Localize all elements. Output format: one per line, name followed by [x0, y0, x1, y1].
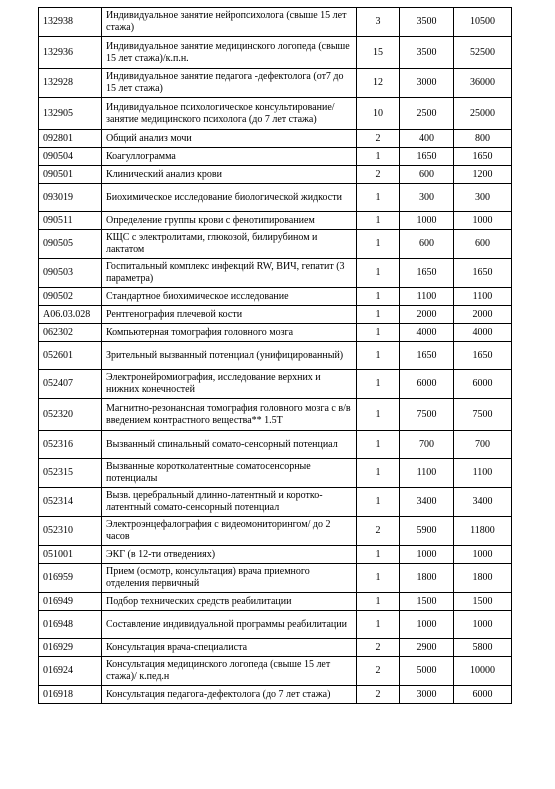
- quantity-cell: 2: [357, 166, 400, 184]
- service-code-cell: 052314: [39, 488, 102, 517]
- service-code-cell: 090503: [39, 259, 102, 288]
- quantity-cell: 2: [357, 639, 400, 657]
- service-name-cell: Зрительный вызванный потенциал (унифицированный): [102, 342, 357, 370]
- table-row: [39, 593, 512, 611]
- unit-price-cell: 3000: [400, 686, 454, 704]
- service-name-cell: Вызв. церебральный длинно-латентный и коротко-латентный сомато-сенсорный потенциал: [102, 488, 357, 517]
- table-row: [39, 230, 512, 259]
- quantity-cell: 1: [357, 184, 400, 212]
- table-row: [39, 611, 512, 639]
- quantity-cell: 10: [357, 98, 400, 130]
- service-code-cell: 052316: [39, 431, 102, 459]
- total-cost-cell: 11800: [454, 517, 512, 546]
- table-row: [39, 324, 512, 342]
- quantity-cell: 1: [357, 212, 400, 230]
- total-cost-cell: 1100: [454, 288, 512, 306]
- unit-price-cell: 2500: [400, 98, 454, 130]
- table-row: [39, 288, 512, 306]
- table-row: [39, 431, 512, 459]
- unit-price-cell: 1500: [400, 593, 454, 611]
- total-cost-cell: 1650: [454, 259, 512, 288]
- quantity-cell: 1: [357, 546, 400, 564]
- table-row: [39, 37, 512, 69]
- quantity-cell: 1: [357, 306, 400, 324]
- service-code-cell: 090502: [39, 288, 102, 306]
- service-name-cell: Электроэнцефалография с видеомониторингом/ до 2 часов: [102, 517, 357, 546]
- total-cost-cell: 6000: [454, 686, 512, 704]
- service-code-cell: 016929: [39, 639, 102, 657]
- total-cost-cell: 1650: [454, 342, 512, 370]
- service-name-cell: Стандартное биохимическое исследование: [102, 288, 357, 306]
- unit-price-cell: 2900: [400, 639, 454, 657]
- service-name-cell: ЭКГ (в 12-ти отведениях): [102, 546, 357, 564]
- total-cost-cell: 300: [454, 184, 512, 212]
- quantity-cell: 1: [357, 148, 400, 166]
- service-name-cell: Коагуллограмма: [102, 148, 357, 166]
- unit-price-cell: 4000: [400, 324, 454, 342]
- service-code-cell: 090504: [39, 148, 102, 166]
- service-name-cell: Рентгенография плечевой кости: [102, 306, 357, 324]
- unit-price-cell: 1800: [400, 564, 454, 593]
- quantity-cell: 1: [357, 564, 400, 593]
- total-cost-cell: 52500: [454, 37, 512, 69]
- service-code-cell: 132936: [39, 37, 102, 69]
- total-cost-cell: 1000: [454, 611, 512, 639]
- unit-price-cell: 6000: [400, 370, 454, 399]
- table-row: [39, 639, 512, 657]
- total-cost-cell: 800: [454, 130, 512, 148]
- table-row: [39, 370, 512, 399]
- table-row: [39, 166, 512, 184]
- service-code-cell: 052310: [39, 517, 102, 546]
- service-name-cell: Индивидуальное занятие нейропсихолога (свыше 15 лет стажа): [102, 8, 357, 37]
- service-code-cell: 132905: [39, 98, 102, 130]
- service-code-cell: 016918: [39, 686, 102, 704]
- table-row: [39, 69, 512, 98]
- service-name-cell: Прием (осмотр, консультация) врача приемного отделения первичный: [102, 564, 357, 593]
- unit-price-cell: 1000: [400, 212, 454, 230]
- service-code-cell: 062302: [39, 324, 102, 342]
- unit-price-cell: 1650: [400, 342, 454, 370]
- total-cost-cell: 10500: [454, 8, 512, 37]
- quantity-cell: 2: [357, 517, 400, 546]
- service-code-cell: 016948: [39, 611, 102, 639]
- unit-price-cell: 1100: [400, 288, 454, 306]
- total-cost-cell: 5800: [454, 639, 512, 657]
- quantity-cell: 1: [357, 611, 400, 639]
- table-row: [39, 130, 512, 148]
- unit-price-cell: 300: [400, 184, 454, 212]
- table-row: [39, 459, 512, 488]
- service-name-cell: Подбор технических средств реабилитации: [102, 593, 357, 611]
- service-code-cell: 016924: [39, 657, 102, 686]
- service-code-cell: 052601: [39, 342, 102, 370]
- unit-price-cell: 3400: [400, 488, 454, 517]
- service-code-cell: 052320: [39, 399, 102, 431]
- service-code-cell: 016949: [39, 593, 102, 611]
- total-cost-cell: 25000: [454, 98, 512, 130]
- quantity-cell: 1: [357, 593, 400, 611]
- unit-price-cell: 5000: [400, 657, 454, 686]
- service-name-cell: Магнитно-резонансная томография головного мозга с в/в введением контрастного вещества** 1.5T: [102, 399, 357, 431]
- total-cost-cell: 600: [454, 230, 512, 259]
- quantity-cell: 1: [357, 399, 400, 431]
- service-code-cell: 132928: [39, 69, 102, 98]
- table-row: [39, 686, 512, 704]
- unit-price-cell: 3000: [400, 69, 454, 98]
- service-name-cell: Биохимическое исследование биологической жидкости: [102, 184, 357, 212]
- table-row: [39, 657, 512, 686]
- service-name-cell: Индивидуальное психологическое консультирование/ занятие медицинского психолога (до 7 лет стажа): [102, 98, 357, 130]
- total-cost-cell: 1000: [454, 212, 512, 230]
- quantity-cell: 12: [357, 69, 400, 98]
- total-cost-cell: 1500: [454, 593, 512, 611]
- total-cost-cell: 1200: [454, 166, 512, 184]
- service-name-cell: Вызванные коротколатентные соматосенсорные потенциалы: [102, 459, 357, 488]
- quantity-cell: 1: [357, 370, 400, 399]
- total-cost-cell: 36000: [454, 69, 512, 98]
- table-row: [39, 546, 512, 564]
- service-code-cell: 090501: [39, 166, 102, 184]
- service-code-cell: 090511: [39, 212, 102, 230]
- service-code-cell: A06.03.028: [39, 306, 102, 324]
- quantity-cell: 1: [357, 259, 400, 288]
- unit-price-cell: 1000: [400, 546, 454, 564]
- table-row: [39, 259, 512, 288]
- service-name-cell: Вызванный спинальный сомато-сенсорный потенциал: [102, 431, 357, 459]
- service-name-cell: Консультация педагога-дефектолога (до 7 лет стажа): [102, 686, 357, 704]
- service-name-cell: Составление индивидуальной программы реабилитации: [102, 611, 357, 639]
- quantity-cell: 15: [357, 37, 400, 69]
- service-name-cell: Консультация медицинского логопеда (свыше 15 лет стажа)/ к.пед.н: [102, 657, 357, 686]
- table-row: [39, 306, 512, 324]
- unit-price-cell: 1650: [400, 259, 454, 288]
- total-cost-cell: 10000: [454, 657, 512, 686]
- service-name-cell: Индивидуальное занятие педагога -дефектолога (от7 до 15 лет стажа): [102, 69, 357, 98]
- service-name-cell: Госпитальный комплекс инфекций RW, ВИЧ, гепатит (3 параметра): [102, 259, 357, 288]
- unit-price-cell: 3500: [400, 37, 454, 69]
- services-price-table: [38, 7, 512, 704]
- total-cost-cell: 1650: [454, 148, 512, 166]
- service-code-cell: 092801: [39, 130, 102, 148]
- quantity-cell: 1: [357, 342, 400, 370]
- unit-price-cell: 1650: [400, 148, 454, 166]
- total-cost-cell: 6000: [454, 370, 512, 399]
- unit-price-cell: 2000: [400, 306, 454, 324]
- service-code-cell: 051001: [39, 546, 102, 564]
- service-name-cell: Клинический анализ крови: [102, 166, 357, 184]
- service-name-cell: Электронейромиография, исследование верхних и нижних конечностей: [102, 370, 357, 399]
- quantity-cell: 2: [357, 657, 400, 686]
- quantity-cell: 1: [357, 431, 400, 459]
- unit-price-cell: 1000: [400, 611, 454, 639]
- service-code-cell: 090505: [39, 230, 102, 259]
- total-cost-cell: 4000: [454, 324, 512, 342]
- quantity-cell: 1: [357, 459, 400, 488]
- table-row: [39, 8, 512, 37]
- service-name-cell: Общий анализ мочи: [102, 130, 357, 148]
- table-row: [39, 98, 512, 130]
- service-code-cell: 093019: [39, 184, 102, 212]
- total-cost-cell: 700: [454, 431, 512, 459]
- total-cost-cell: 7500: [454, 399, 512, 431]
- quantity-cell: 1: [357, 324, 400, 342]
- total-cost-cell: 3400: [454, 488, 512, 517]
- unit-price-cell: 5900: [400, 517, 454, 546]
- total-cost-cell: 1000: [454, 546, 512, 564]
- table-row: [39, 148, 512, 166]
- quantity-cell: 1: [357, 230, 400, 259]
- table-row: [39, 184, 512, 212]
- service-code-cell: 052407: [39, 370, 102, 399]
- table-row: [39, 212, 512, 230]
- table-row: [39, 564, 512, 593]
- unit-price-cell: 600: [400, 230, 454, 259]
- unit-price-cell: 1100: [400, 459, 454, 488]
- table-row: [39, 517, 512, 546]
- quantity-cell: 3: [357, 8, 400, 37]
- unit-price-cell: 7500: [400, 399, 454, 431]
- unit-price-cell: 600: [400, 166, 454, 184]
- unit-price-cell: 400: [400, 130, 454, 148]
- service-name-cell: Компьютерная томография головного мозга: [102, 324, 357, 342]
- unit-price-cell: 3500: [400, 8, 454, 37]
- service-name-cell: Определение группы крови с фенотипированием: [102, 212, 357, 230]
- table-row: [39, 399, 512, 431]
- service-code-cell: 016959: [39, 564, 102, 593]
- total-cost-cell: 1800: [454, 564, 512, 593]
- table-row: [39, 488, 512, 517]
- total-cost-cell: 1100: [454, 459, 512, 488]
- quantity-cell: 1: [357, 288, 400, 306]
- quantity-cell: 1: [357, 488, 400, 517]
- total-cost-cell: 2000: [454, 306, 512, 324]
- quantity-cell: 2: [357, 130, 400, 148]
- table-row: [39, 342, 512, 370]
- service-code-cell: 132938: [39, 8, 102, 37]
- service-name-cell: Консультация врача-специалиста: [102, 639, 357, 657]
- unit-price-cell: 700: [400, 431, 454, 459]
- service-code-cell: 052315: [39, 459, 102, 488]
- quantity-cell: 2: [357, 686, 400, 704]
- service-name-cell: Индивидуальное занятие медицинского логопеда (свыше 15 лет стажа)/к.п.н.: [102, 37, 357, 69]
- service-name-cell: КЩС с электролитами, глюкозой, билирубином и лактатом: [102, 230, 357, 259]
